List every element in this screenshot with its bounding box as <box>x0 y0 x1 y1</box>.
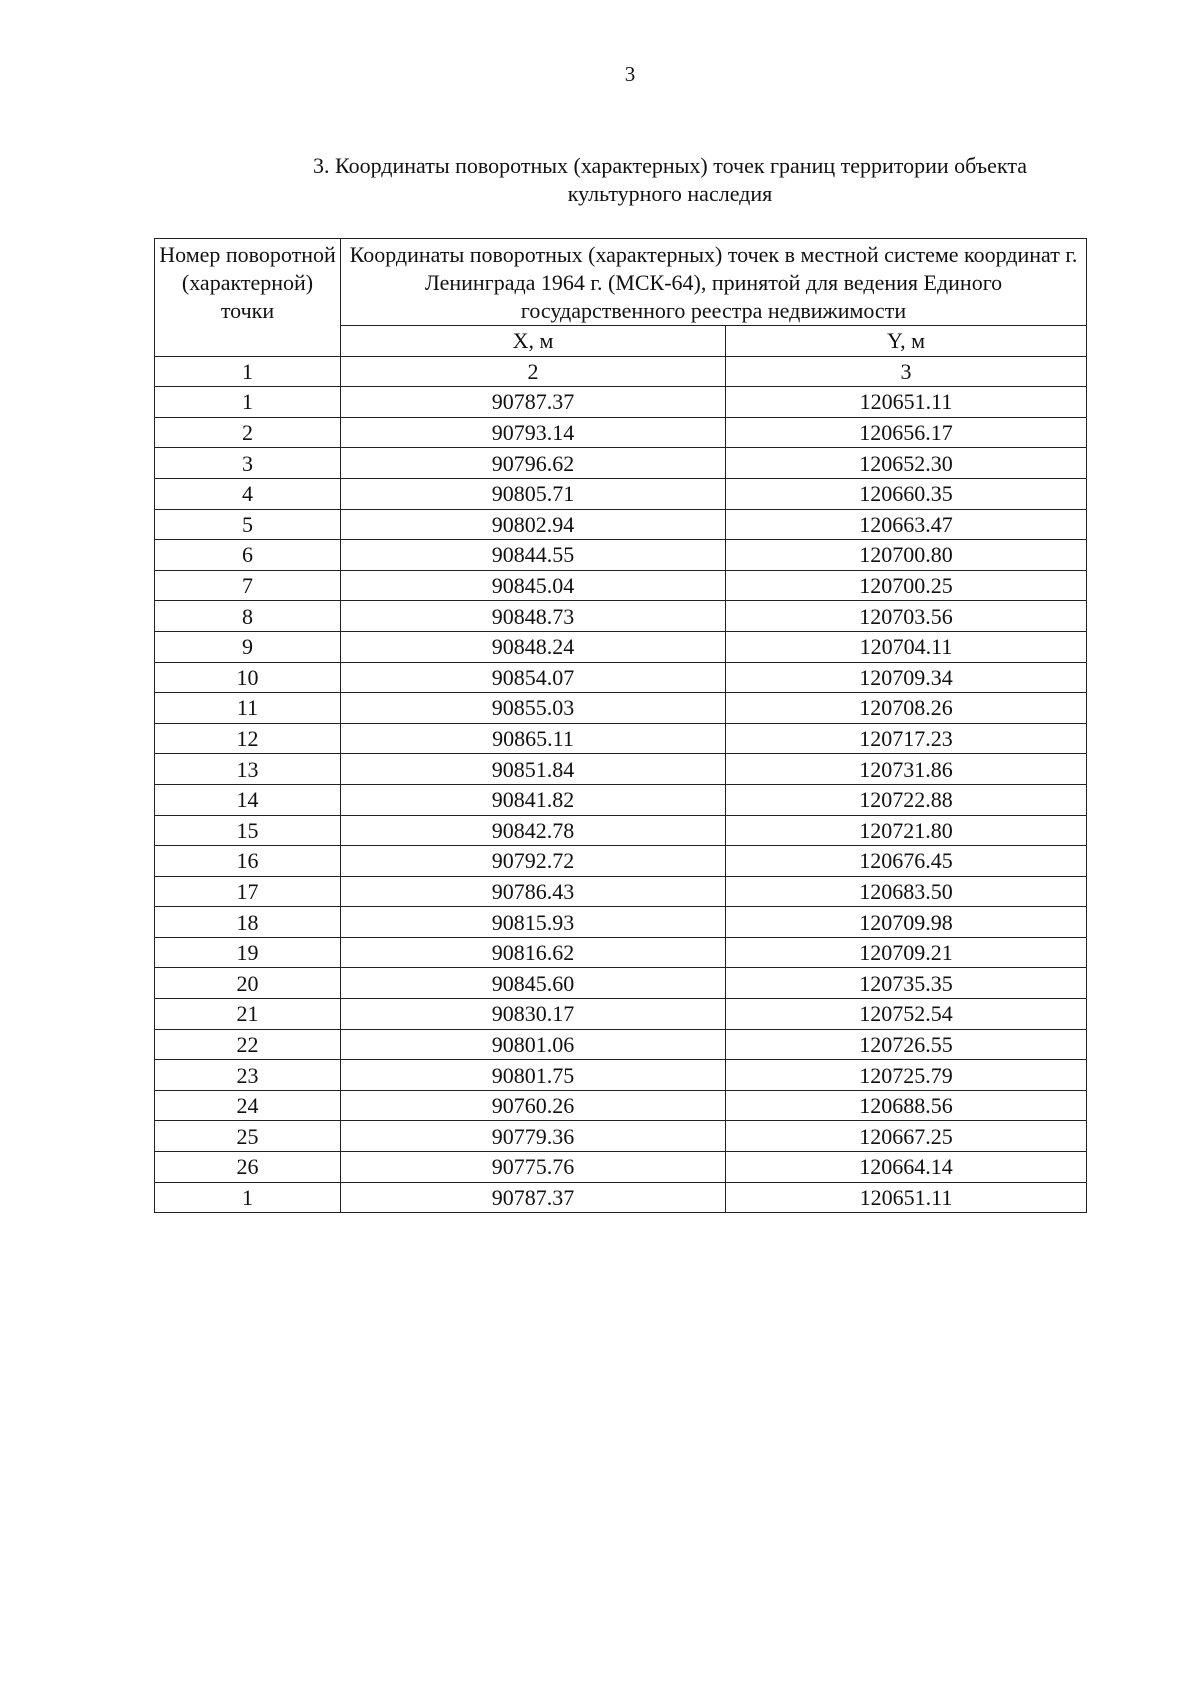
x-coordinate-cell: 90786.43 <box>341 876 726 907</box>
x-coordinate-cell: 90787.37 <box>341 1182 726 1213</box>
point-number-cell: 12 <box>155 723 341 754</box>
y-coordinate-cell: 120725.79 <box>726 1060 1087 1091</box>
x-coordinate-cell: 90854.07 <box>341 662 726 693</box>
y-coordinate-cell: 120656.17 <box>726 417 1087 448</box>
x-coordinate-cell: 90865.11 <box>341 723 726 754</box>
x-coordinate-cell: 90775.76 <box>341 1152 726 1183</box>
point-number-cell: 11 <box>155 693 341 724</box>
point-number-cell: 15 <box>155 815 341 846</box>
table-row <box>155 1182 1087 1213</box>
y-coordinate-cell: 120651.11 <box>726 1182 1087 1213</box>
table-row <box>155 876 1087 907</box>
table-row <box>155 448 1087 479</box>
header-point-number: Номер поворотной (характерной) точки <box>155 239 341 357</box>
y-coordinate-cell: 120722.88 <box>726 784 1087 815</box>
point-number-cell: 2 <box>155 417 341 448</box>
point-number-cell: 14 <box>155 784 341 815</box>
x-coordinate-cell: 90793.14 <box>341 417 726 448</box>
header-x: X, м <box>341 326 726 357</box>
point-number-cell: 17 <box>155 876 341 907</box>
table-row <box>155 815 1087 846</box>
table-row <box>155 631 1087 662</box>
x-coordinate-cell: 90848.73 <box>341 601 726 632</box>
point-number-cell: 5 <box>155 509 341 540</box>
x-coordinate-cell: 90815.93 <box>341 907 726 938</box>
table-row <box>155 1090 1087 1121</box>
point-number-cell: 4 <box>155 478 341 509</box>
y-coordinate-cell: 120652.30 <box>726 448 1087 479</box>
y-coordinate-cell: 120700.25 <box>726 570 1087 601</box>
column-number-2: 2 <box>341 356 726 387</box>
table-row <box>155 540 1087 571</box>
y-coordinate-cell: 120708.26 <box>726 693 1087 724</box>
x-coordinate-cell: 90779.36 <box>341 1121 726 1152</box>
x-coordinate-cell: 90805.71 <box>341 478 726 509</box>
point-number-cell: 20 <box>155 968 341 999</box>
x-coordinate-cell: 90845.04 <box>341 570 726 601</box>
x-coordinate-cell: 90855.03 <box>341 693 726 724</box>
point-number-cell: 1 <box>155 1182 341 1213</box>
point-number-cell: 24 <box>155 1090 341 1121</box>
table-row <box>155 968 1087 999</box>
x-coordinate-cell: 90842.78 <box>341 815 726 846</box>
table-row <box>155 999 1087 1030</box>
table-row <box>155 509 1087 540</box>
point-number-cell: 26 <box>155 1152 341 1183</box>
point-number-cell: 6 <box>155 540 341 571</box>
x-coordinate-cell: 90830.17 <box>341 999 726 1030</box>
table-row <box>155 693 1087 724</box>
y-coordinate-cell: 120709.34 <box>726 662 1087 693</box>
point-number-cell: 9 <box>155 631 341 662</box>
y-coordinate-cell: 120660.35 <box>726 478 1087 509</box>
section-title <box>250 152 1090 208</box>
x-coordinate-cell: 90792.72 <box>341 846 726 877</box>
x-coordinate-cell: 90796.62 <box>341 448 726 479</box>
y-coordinate-cell: 120726.55 <box>726 1029 1087 1060</box>
point-number-cell: 10 <box>155 662 341 693</box>
x-coordinate-cell: 90787.37 <box>341 387 726 418</box>
y-coordinate-cell: 120700.80 <box>726 540 1087 571</box>
x-coordinate-cell: 90844.55 <box>341 540 726 571</box>
y-coordinate-cell: 120667.25 <box>726 1121 1087 1152</box>
table-row <box>155 907 1087 938</box>
table-row <box>155 387 1087 418</box>
table-row <box>155 846 1087 877</box>
point-number-cell: 1 <box>155 387 341 418</box>
column-number-3: 3 <box>726 356 1087 387</box>
point-number-cell: 7 <box>155 570 341 601</box>
page-number: 3 <box>624 62 636 86</box>
column-number-1: 1 <box>155 356 341 387</box>
y-coordinate-cell: 120683.50 <box>726 876 1087 907</box>
point-number-cell: 16 <box>155 846 341 877</box>
table-row <box>155 937 1087 968</box>
table-row <box>155 478 1087 509</box>
x-coordinate-cell: 90851.84 <box>341 754 726 785</box>
point-number-cell: 18 <box>155 907 341 938</box>
point-number-cell: 25 <box>155 1121 341 1152</box>
header-y: Y, м <box>726 326 1087 357</box>
table-row <box>155 601 1087 632</box>
y-coordinate-cell: 120676.45 <box>726 846 1087 877</box>
y-coordinate-cell: 120752.54 <box>726 999 1087 1030</box>
y-coordinate-cell: 120664.14 <box>726 1152 1087 1183</box>
y-coordinate-cell: 120688.56 <box>726 1090 1087 1121</box>
x-coordinate-cell: 90801.75 <box>341 1060 726 1091</box>
x-coordinate-cell: 90845.60 <box>341 968 726 999</box>
table-row <box>155 754 1087 785</box>
y-coordinate-cell: 120731.86 <box>726 754 1087 785</box>
point-number-cell: 22 <box>155 1029 341 1060</box>
column-number-row <box>155 356 1087 387</box>
table-row <box>155 570 1087 601</box>
point-number-cell: 13 <box>155 754 341 785</box>
table-row <box>155 1121 1087 1152</box>
section-title-line-1: 3. Координаты поворотных (характерных) точек границ территории объекта <box>313 153 1027 178</box>
table-row <box>155 723 1087 754</box>
y-coordinate-cell: 120735.35 <box>726 968 1087 999</box>
y-coordinate-cell: 120703.56 <box>726 601 1087 632</box>
table-body <box>155 387 1087 1213</box>
table-row <box>155 1152 1087 1183</box>
y-coordinate-cell: 120721.80 <box>726 815 1087 846</box>
section-title-line-2: культурного наследия <box>567 181 773 206</box>
y-coordinate-cell: 120717.23 <box>726 723 1087 754</box>
header-coordinates: Координаты поворотных (характерных) точек в местной системе координат г. Ленинграда 1964 г. (МСК-64), принятой для ведения Единого государственного реестра недвижимости <box>341 239 1087 326</box>
y-coordinate-cell: 120663.47 <box>726 509 1087 540</box>
point-number-cell: 8 <box>155 601 341 632</box>
x-coordinate-cell: 90841.82 <box>341 784 726 815</box>
y-coordinate-cell: 120709.98 <box>726 907 1087 938</box>
table-row <box>155 1029 1087 1060</box>
x-coordinate-cell: 90848.24 <box>341 631 726 662</box>
table-row <box>155 784 1087 815</box>
x-coordinate-cell: 90760.26 <box>341 1090 726 1121</box>
coordinates-table <box>154 238 1087 1213</box>
table-row <box>155 662 1087 693</box>
x-coordinate-cell: 90801.06 <box>341 1029 726 1060</box>
y-coordinate-cell: 120709.21 <box>726 937 1087 968</box>
x-coordinate-cell: 90816.62 <box>341 937 726 968</box>
y-coordinate-cell: 120651.11 <box>726 387 1087 418</box>
table-header <box>155 239 1087 387</box>
point-number-cell: 23 <box>155 1060 341 1091</box>
y-coordinate-cell: 120704.11 <box>726 631 1087 662</box>
point-number-cell: 19 <box>155 937 341 968</box>
table-row <box>155 417 1087 448</box>
point-number-cell: 3 <box>155 448 341 479</box>
point-number-cell: 21 <box>155 999 341 1030</box>
table-row <box>155 1060 1087 1091</box>
x-coordinate-cell: 90802.94 <box>341 509 726 540</box>
